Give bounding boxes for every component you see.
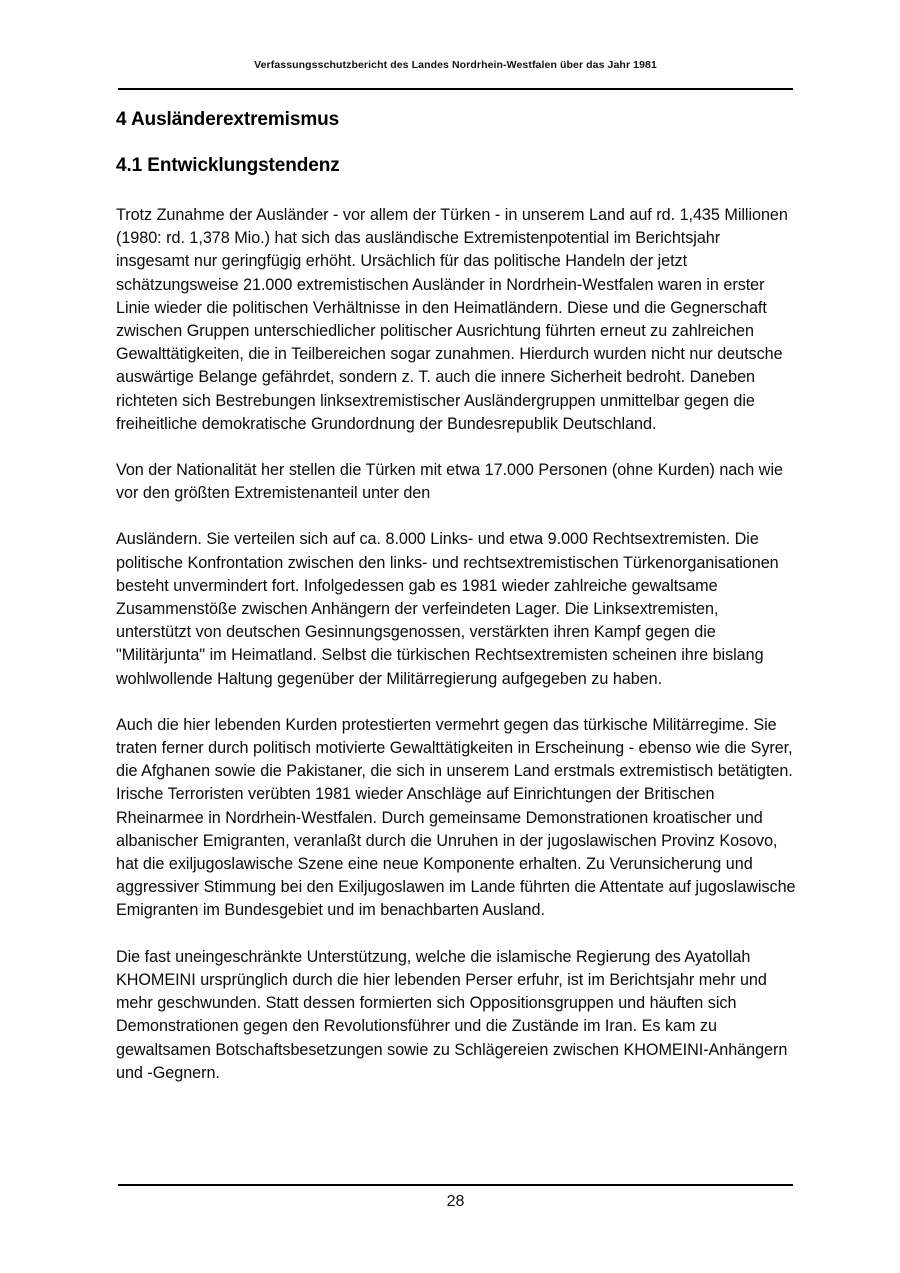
section-heading: 4 Ausländerextremismus xyxy=(116,109,340,130)
running-header-text: Verfassungsschutzbericht des Landes Nordrhein-Westfalen über das Jahr 1981 xyxy=(254,59,657,71)
page-content xyxy=(116,108,796,1085)
paragraph-2: Von der Nationalität her stellen die Türken mit etwa 17.000 Personen (ohne Kurden) nach wie vor den größten Extremistenanteil unter den xyxy=(116,461,783,503)
subsection-heading: 4.1 Entwicklungstendenz xyxy=(116,155,340,176)
page-number: 28 xyxy=(446,1193,465,1210)
footer-divider-rule xyxy=(118,1184,793,1186)
paragraph-3: Ausländern. Sie verteilen sich auf ca. 8.000 Links- und etwa 9.000 Rechtsextremisten. Die politische Konfrontation zwischen den links- und rechtsextremistischen Türkenorganisationen besteht unvermindert fort. Infolgedessen gab es 1981 wieder zahlreiche gewaltsame Zusammenstöße zwischen Anhängern der verfeindeten Lager. Die Linksextremisten, unterstützt von deutschen Gesinnungsgenossen, verstärkten ihren Kampf gegen die "Militärjunta" im Heimatland. Selbst die türkischen Rechtsextremisten scheinen ihre bislang wohlwollende Haltung gegenüber der Militärregierung aufgegeben zu haben. xyxy=(116,530,779,688)
paragraph-1: Trotz Zunahme der Ausländer - vor allem der Türken - in unserem Land auf rd. 1,435 Millionen (1980: rd. 1,378 Mio.) hat sich das ausländische Extremistenpotential im Berichtsjahr insgesamt nur geringfügig erhöht. Ursächlich für das politische Handeln der jetzt schätzungsweise 21.000 extremistischen Ausländer in Nordrhein-Westfalen waren in erster Linie wieder die politischen Verhältnisse in den Heimatländern. Diese und die Gegnerschaft zwischen Gruppen unterschiedlicher politischer Ausrichtung führten erneut zu zahlreichen Gewalttätigkeiten, die in Teilbereichen sogar zunahmen. Hierdurch wurden nicht nur deutsche auswärtige Belange gefährdet, sondern z. T. auch die innere Sicherheit bedroht. Daneben richteten sich Bestrebungen linksextremistischer Ausländergruppen unmittelbar gegen die freiheitliche demokratische Grundordnung der Bundesrepublik Deutschland. xyxy=(116,206,788,433)
page-footer xyxy=(118,1192,793,1212)
header-divider-rule xyxy=(118,88,793,90)
paragraph-5: Die fast uneingeschränkte Unterstützung, welche die islamische Regierung des Ayatollah KHOMEINI ursprünglich durch die hier lebenden Perser erfuhr, ist im Berichtsjahr mehr und mehr geschwunden. Statt dessen formierten sich Oppositionsgruppen und häuften sich Demonstrationen gegen den Revolutionsführer und die Zustände im Iran. Es kam zu gewaltsamen Botschaftsbesetzungen sowie zu Schlägereien zwischen KHOMEINI-Anhängern und -Gegnern. xyxy=(116,947,788,1082)
paragraph-4: Auch die hier lebenden Kurden protestierten vermehrt gegen das türkische Militärregime. Sie traten ferner durch politisch motivierte Gewalttätigkeiten in Erscheinung - ebenso wie die Syrer, die Afghanen sowie die Pakistaner, die sich in unserem Land erstmals extremistisch betätigten. Irische Terroristen verübten 1981 wieder Anschläge auf Einrichtungen der Britischen Rheinarmee in Nordrhein-Westfalen. Durch gemeinsame Demonstrationen kroatischer und albanischer Emigranten, veranlaßt durch die Unruhen in der jugoslawischen Provinz Kosovo, hat die exiljugoslawische Szene eine neue Komponente erhalten. Zu Verunsicherung und aggressiver Stimmung bei den Exiljugoslawen im Lande führten die Attentate auf jugoslawische Emigranten im Bundesgebiet und im benachbarten Ausland. xyxy=(116,715,796,920)
running-header xyxy=(118,58,793,72)
